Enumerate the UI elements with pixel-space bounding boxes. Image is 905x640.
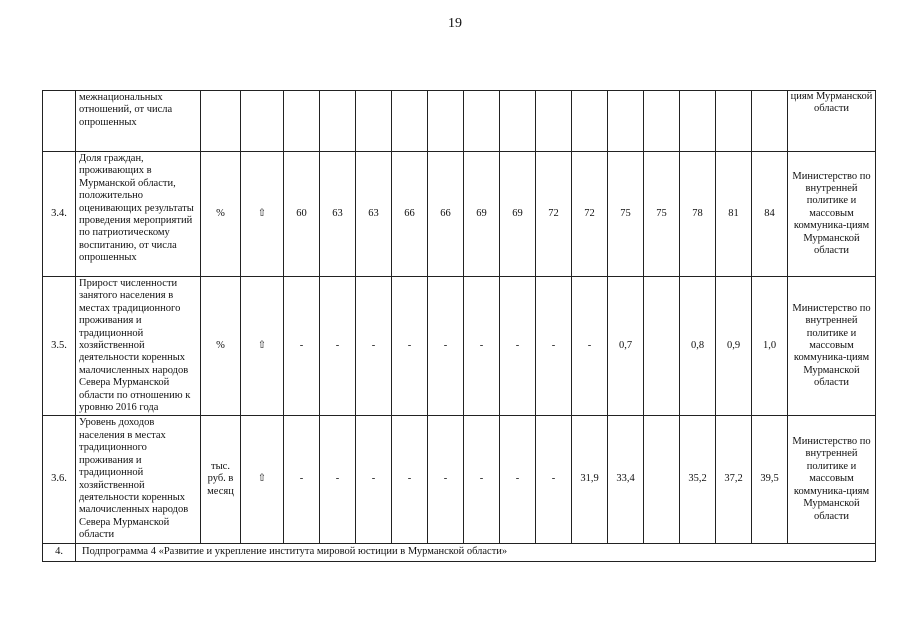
- value-cell: 72: [536, 152, 572, 277]
- value-cell: 35,2: [680, 416, 716, 543]
- trend-up-icon: ⇧: [241, 152, 284, 277]
- value-cell: 75: [608, 152, 644, 277]
- value-cell: 39,5: [752, 416, 788, 543]
- value-cell: -: [392, 416, 428, 543]
- value-cell: -: [500, 416, 536, 543]
- page-number: 19: [448, 16, 462, 31]
- value-cell: -: [356, 416, 392, 543]
- value-cell: -: [536, 277, 572, 416]
- value-cell: 75: [644, 152, 680, 277]
- value-cell: 1,0: [752, 277, 788, 416]
- value-cell: -: [284, 277, 320, 416]
- value-cell: -: [284, 416, 320, 543]
- value-cell: [644, 416, 680, 543]
- table-row: [43, 416, 876, 543]
- value-cell: -: [464, 277, 500, 416]
- trend-up-icon: ⇧: [241, 416, 284, 543]
- value-cell: [608, 91, 644, 152]
- value-cell: [284, 91, 320, 152]
- value-cell: -: [428, 277, 464, 416]
- indicator-description: Прирост численности занятого населения в местах традиционного проживания и традиционной хозяйственной деятельности коренных малочисленных народов Севера Мурманской области по отношению к уровню 2016 года: [76, 277, 201, 416]
- value-cell: -: [464, 416, 500, 543]
- indicator-description: Доля граждан, проживающих в Мурманской области, положительно оценивающих результаты проведения мероприятий по патриотическому воспитанию, от числа опрошенных: [76, 152, 201, 277]
- trend-up-icon: ⇧: [241, 277, 284, 416]
- value-cell: [356, 91, 392, 152]
- unit-cell: %: [201, 277, 241, 416]
- row-number: 4.: [43, 543, 76, 561]
- value-cell: 66: [428, 152, 464, 277]
- value-cell: [752, 91, 788, 152]
- value-cell: -: [572, 277, 608, 416]
- value-cell: [464, 91, 500, 152]
- value-cell: [428, 91, 464, 152]
- indicator-description: Уровень доходов населения в местах традиционного проживания и традиционной хозяйственной деятельности коренных малочисленных народов Севера Мурманской области: [76, 416, 201, 543]
- value-cell: 69: [464, 152, 500, 277]
- responsible-cell: Министерство по внутренней политике и массовым коммуника-циям Мурманской области: [788, 277, 876, 416]
- responsible-cell: Министерство по внутренней политике и массовым коммуника-циям Мурманской области: [788, 416, 876, 543]
- indicator-description: межнациональных отношений, от числа опрошенных: [76, 91, 201, 152]
- trend-cell: [241, 91, 284, 152]
- value-cell: -: [500, 277, 536, 416]
- value-cell: 37,2: [716, 416, 752, 543]
- value-cell: [716, 91, 752, 152]
- value-cell: -: [320, 416, 356, 543]
- value-cell: 81: [716, 152, 752, 277]
- responsible-cell: Министерство по внутренней политике и массовым коммуника-циям Мурманской области: [788, 152, 876, 277]
- value-cell: 84: [752, 152, 788, 277]
- value-cell: [680, 91, 716, 152]
- value-cell: 60: [284, 152, 320, 277]
- value-cell: -: [428, 416, 464, 543]
- row-number: [43, 91, 76, 152]
- value-cell: 0,7: [608, 277, 644, 416]
- subprogram-title: Подпрограмма 4 «Развитие и укрепление института мировой юстиции в Мурманской области»: [76, 543, 876, 561]
- value-cell: [644, 91, 680, 152]
- unit-cell: %: [201, 152, 241, 277]
- unit-cell: [201, 91, 241, 152]
- value-cell: 78: [680, 152, 716, 277]
- value-cell: 63: [356, 152, 392, 277]
- subprogram-row: [43, 543, 876, 561]
- value-cell: [320, 91, 356, 152]
- value-cell: 66: [392, 152, 428, 277]
- value-cell: -: [320, 277, 356, 416]
- value-cell: 0,9: [716, 277, 752, 416]
- value-cell: [644, 277, 680, 416]
- value-cell: 72: [572, 152, 608, 277]
- value-cell: 33,4: [608, 416, 644, 543]
- indicators-table: [42, 90, 876, 562]
- responsible-cell: циям Мурманской области: [788, 91, 876, 152]
- table-row: [43, 91, 876, 152]
- table-row: [43, 277, 876, 416]
- unit-cell: тыс. руб. в месяц: [201, 416, 241, 543]
- value-cell: 31,9: [572, 416, 608, 543]
- value-cell: [536, 91, 572, 152]
- value-cell: -: [392, 277, 428, 416]
- value-cell: [500, 91, 536, 152]
- value-cell: -: [356, 277, 392, 416]
- value-cell: 69: [500, 152, 536, 277]
- value-cell: 0,8: [680, 277, 716, 416]
- value-cell: -: [536, 416, 572, 543]
- table-row: [43, 152, 876, 277]
- row-number: 3.6.: [43, 416, 76, 543]
- row-number: 3.5.: [43, 277, 76, 416]
- value-cell: [572, 91, 608, 152]
- value-cell: 63: [320, 152, 356, 277]
- value-cell: [392, 91, 428, 152]
- row-number: 3.4.: [43, 152, 76, 277]
